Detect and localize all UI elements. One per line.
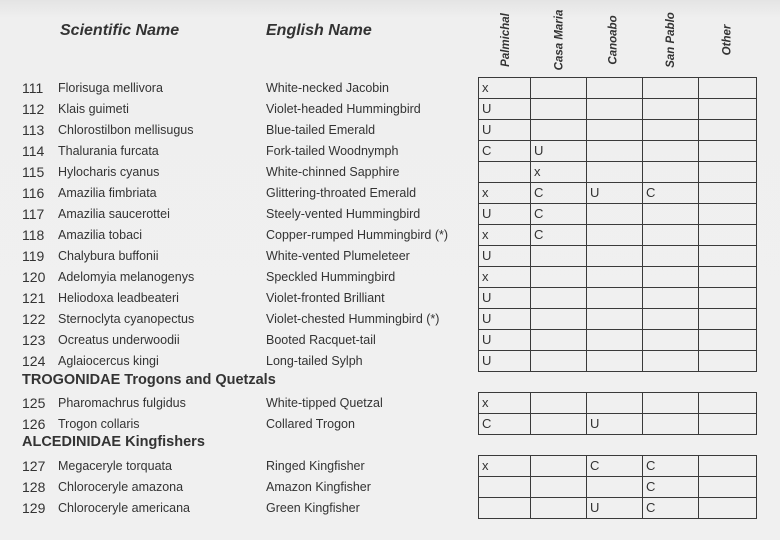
status-cell: [699, 162, 757, 183]
english-name: White-chinned Sapphire: [266, 165, 400, 179]
species-number: 119: [22, 248, 45, 264]
species-number: 127: [22, 458, 46, 474]
status-cell: [587, 330, 643, 351]
species-number: 115: [22, 164, 45, 180]
status-cell: [531, 120, 587, 141]
english-name: Violet-fronted Brilliant: [266, 291, 385, 305]
family-heading-alcedinidae: ALCEDINIDAE Kingfishers: [22, 434, 205, 450]
english-name: Speckled Hummingbird: [266, 270, 396, 284]
status-cell: x: [479, 183, 531, 204]
english-name: White-tipped Quetzal: [266, 396, 383, 410]
species-number: 121: [22, 290, 46, 306]
status-cell: [643, 141, 699, 162]
scientific-name: Megaceryle torquata: [58, 459, 172, 473]
english-name: Ringed Kingfisher: [266, 459, 365, 473]
status-cell: [643, 120, 699, 141]
status-cell: [531, 330, 587, 351]
status-cell: [699, 246, 757, 267]
status-cell: C: [479, 141, 531, 162]
status-cell: x: [479, 225, 531, 246]
status-cell: [531, 393, 587, 414]
status-cell: x: [479, 456, 531, 477]
species-number: 122: [22, 311, 46, 327]
status-cell: [643, 351, 699, 372]
species-number: 124: [22, 353, 46, 369]
status-cell: [699, 477, 757, 498]
status-cell: [643, 78, 699, 99]
scientific-name: Florisuga mellivora: [58, 81, 163, 95]
table-row: [479, 78, 757, 99]
table-row: [479, 204, 757, 225]
table-row: [479, 120, 757, 141]
scientific-name: Sternoclyta cyanopectus: [58, 312, 195, 326]
status-cell: [643, 99, 699, 120]
english-name: Blue-tailed Emerald: [266, 123, 376, 137]
status-cell: [587, 225, 643, 246]
scientific-name: Aglaiocercus kingi: [58, 354, 159, 368]
family-heading-trogonidae: TROGONIDAE Trogons and Quetzals: [22, 372, 276, 388]
status-cell: [699, 498, 757, 519]
status-cell: U: [587, 414, 643, 435]
status-cell: x: [531, 162, 587, 183]
location-header-san-pablo: San Pablo: [665, 12, 678, 68]
species-number: 117: [22, 206, 45, 222]
table-row: [479, 183, 757, 204]
location-header-casa-maria: Casa Maria: [553, 9, 566, 71]
status-cell: [587, 288, 643, 309]
status-cell: [699, 309, 757, 330]
english-name: Booted Racquet-tail: [266, 333, 376, 347]
status-cell: x: [479, 78, 531, 99]
status-cell: [643, 246, 699, 267]
status-cell: [587, 393, 643, 414]
status-cell: [587, 351, 643, 372]
status-cell: C: [479, 414, 531, 435]
status-cell: [643, 225, 699, 246]
table-row: [479, 477, 757, 498]
location-header-other: Other: [721, 24, 734, 56]
status-cell: [699, 141, 757, 162]
table-row: [479, 267, 757, 288]
scientific-name: Klais guimeti: [58, 102, 129, 116]
status-cell: [531, 498, 587, 519]
status-cell: [479, 162, 531, 183]
scientific-name: Chloroceryle americana: [58, 501, 191, 515]
status-cell: x: [479, 393, 531, 414]
status-cell: [587, 99, 643, 120]
status-cell: [587, 246, 643, 267]
table-row: [479, 309, 757, 330]
table-row: [479, 498, 757, 519]
status-cell: [587, 309, 643, 330]
status-cell: [643, 267, 699, 288]
status-cell: C: [643, 456, 699, 477]
species-number: 123: [22, 332, 46, 348]
status-cell: [531, 78, 587, 99]
english-name: Violet-headed Hummingbird: [266, 102, 421, 116]
status-cell: U: [479, 204, 531, 225]
status-cell: U: [479, 99, 531, 120]
status-cell: [479, 498, 531, 519]
status-cell: [531, 99, 587, 120]
trogon-grid: [478, 392, 757, 435]
english-name-header: English Name: [266, 22, 372, 39]
status-cell: [699, 78, 757, 99]
hummingbird-grid: [478, 77, 757, 372]
species-number: 116: [22, 185, 45, 201]
table-row: [479, 246, 757, 267]
status-cell: C: [531, 183, 587, 204]
status-cell: [479, 477, 531, 498]
status-cell: [531, 351, 587, 372]
table-row: [479, 141, 757, 162]
status-cell: [587, 141, 643, 162]
status-cell: [643, 309, 699, 330]
status-cell: U: [479, 120, 531, 141]
scientific-name: Ocreatus underwoodii: [58, 333, 180, 347]
species-number: 111: [22, 80, 44, 96]
status-cell: [699, 183, 757, 204]
species-number: 112: [22, 101, 45, 117]
status-cell: [699, 414, 757, 435]
status-cell: C: [643, 498, 699, 519]
table-row: [479, 351, 757, 372]
status-cell: [699, 288, 757, 309]
english-name: Glittering-throated Emerald: [266, 186, 417, 200]
status-cell: U: [479, 246, 531, 267]
table-row: [479, 99, 757, 120]
english-name: Long-tailed Sylph: [266, 354, 363, 368]
location-header-canoabo: Canoabo: [608, 15, 621, 65]
status-cell: C: [643, 477, 699, 498]
scientific-name: Pharomachrus fulgidus: [58, 396, 186, 410]
scientific-name: Thalurania furcata: [58, 144, 159, 158]
table-row: [479, 414, 757, 435]
location-header-palmichal: Palmichal: [500, 13, 513, 67]
scientific-name: Adelomyia melanogenys: [58, 270, 195, 284]
species-number: 120: [22, 269, 46, 285]
status-cell: [643, 288, 699, 309]
status-cell: [531, 246, 587, 267]
status-cell: [587, 120, 643, 141]
status-cell: U: [587, 498, 643, 519]
table-row: [479, 330, 757, 351]
scientific-name: Amazilia fimbriata: [58, 186, 157, 200]
status-cell: [699, 456, 757, 477]
status-cell: x: [479, 267, 531, 288]
status-cell: [531, 309, 587, 330]
status-cell: U: [587, 183, 643, 204]
english-name: Violet-chested Hummingbird (*): [266, 312, 440, 326]
english-name: Copper-rumped Hummingbird (*): [266, 228, 449, 242]
status-cell: [531, 288, 587, 309]
status-cell: [531, 456, 587, 477]
species-number: 118: [22, 227, 45, 243]
status-cell: C: [531, 225, 587, 246]
english-name: Amazon Kingfisher: [266, 480, 371, 494]
status-cell: [699, 120, 757, 141]
status-cell: U: [531, 141, 587, 162]
status-cell: [643, 162, 699, 183]
english-name: White-necked Jacobin: [266, 81, 389, 95]
status-cell: [699, 225, 757, 246]
status-cell: [699, 99, 757, 120]
species-number: 128: [22, 479, 46, 495]
status-cell: U: [479, 309, 531, 330]
status-cell: [587, 204, 643, 225]
species-number: 125: [22, 395, 46, 411]
scientific-name: Chloroceryle amazona: [58, 480, 184, 494]
table-row: [479, 456, 757, 477]
status-cell: [699, 330, 757, 351]
status-cell: [587, 267, 643, 288]
status-cell: [531, 267, 587, 288]
english-name: White-vented Plumeleteer: [266, 249, 410, 263]
scientific-name: Chalybura buffonii: [58, 249, 159, 263]
table-row: [479, 162, 757, 183]
english-name: Fork-tailed Woodnymph: [266, 144, 399, 158]
status-cell: [531, 414, 587, 435]
status-cell: [587, 78, 643, 99]
table-row: [479, 225, 757, 246]
english-name: Collared Trogon: [266, 417, 355, 431]
scientific-name: Hylocharis cyanus: [58, 165, 160, 179]
status-cell: [643, 330, 699, 351]
english-name: Steely-vented Hummingbird: [266, 207, 421, 221]
status-cell: [699, 351, 757, 372]
status-cell: [531, 477, 587, 498]
scientific-name: Chlorostilbon mellisugus: [58, 123, 194, 137]
status-cell: [643, 414, 699, 435]
species-number: 114: [22, 143, 45, 159]
species-number: 126: [22, 416, 46, 432]
scientific-name: Trogon collaris: [58, 417, 140, 431]
status-cell: [587, 162, 643, 183]
status-cell: U: [479, 330, 531, 351]
status-cell: [643, 393, 699, 414]
status-cell: U: [479, 351, 531, 372]
scientific-name: Heliodoxa leadbeateri: [58, 291, 179, 305]
scientific-name-header: Scientific Name: [60, 22, 180, 39]
scientific-name: Amazilia tobaci: [58, 228, 143, 242]
status-cell: [587, 477, 643, 498]
status-cell: [699, 393, 757, 414]
status-cell: [699, 267, 757, 288]
status-cell: C: [587, 456, 643, 477]
status-cell: [643, 204, 699, 225]
species-number: 113: [22, 122, 45, 138]
kingfisher-grid: [478, 455, 757, 519]
scientific-name: Amazilia saucerottei: [58, 207, 170, 221]
english-name: Green Kingfisher: [266, 501, 360, 515]
status-cell: [699, 204, 757, 225]
status-cell: C: [643, 183, 699, 204]
status-cell: U: [479, 288, 531, 309]
status-cell: C: [531, 204, 587, 225]
table-row: [479, 393, 757, 414]
table-row: [479, 288, 757, 309]
species-number: 129: [22, 500, 46, 516]
